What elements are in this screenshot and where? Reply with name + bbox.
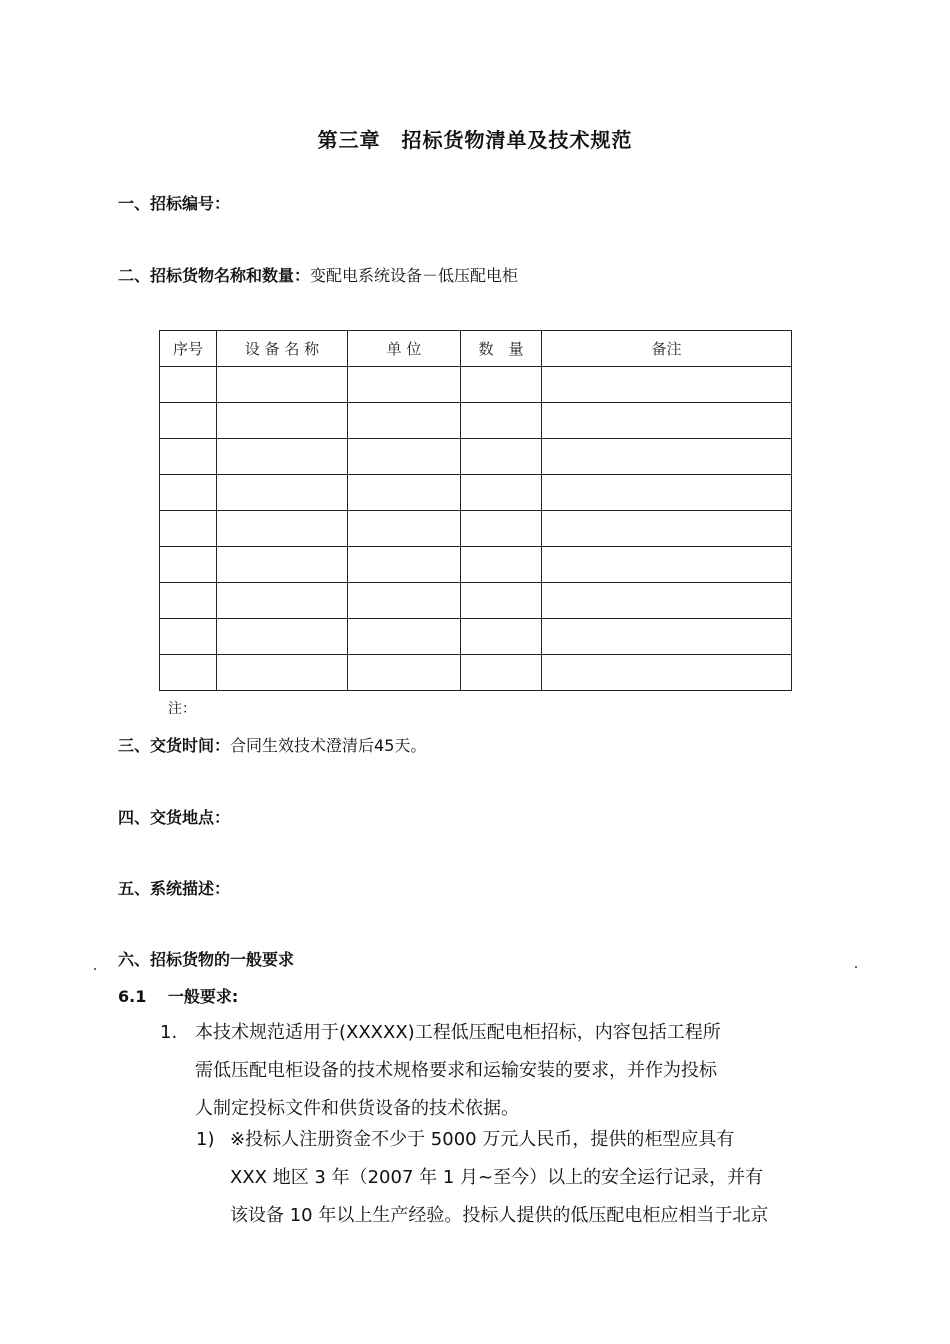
table-cell [461,583,542,619]
item-1-line: 需低压配电柜设备的技术规格要求和运输安装的要求，并作为投标 [195,1060,717,1081]
table-cell [217,367,348,403]
item-1-text [195,1014,721,1128]
table-row [160,403,792,439]
section-delivery-place [118,805,230,828]
table-cell [217,403,348,439]
item-1-1-number: 1) [196,1129,215,1150]
item-1-1-text [230,1121,768,1235]
table-row [160,475,792,511]
table-cell [348,475,461,511]
section-system-description [118,876,230,899]
page-title: 第三章 招标货物清单及技术规范 [317,128,633,152]
table-cell [217,511,348,547]
table-cell [348,619,461,655]
table-cell [542,619,792,655]
table-cell [461,475,542,511]
table-row [160,583,792,619]
table-header-row [160,331,792,367]
table-cell [542,547,792,583]
table-cell [217,475,348,511]
goods-table [159,330,792,691]
table-cell [217,439,348,475]
table-cell [160,655,217,691]
table-cell [461,547,542,583]
table-cell [348,439,461,475]
section-bid-number [118,191,230,214]
table-cell [542,583,792,619]
header-equipment-name: 设 备 名 称 [217,331,348,367]
table-note: 注： [168,701,196,717]
table-cell [348,655,461,691]
table-row [160,655,792,691]
table-cell [542,511,792,547]
item-1-number: 1. [160,1022,178,1043]
subsection-heading: 6.1 一般要求: [118,987,239,1006]
table-cell [160,619,217,655]
section-general-requirements [118,947,294,970]
section-goods-name [118,263,518,286]
table-cell [461,655,542,691]
header-serial: 序号 [160,331,217,367]
table-cell [461,511,542,547]
table-cell [217,655,348,691]
table-cell [217,619,348,655]
table-cell [217,547,348,583]
table-cell [160,367,217,403]
section-delivery-time [118,733,426,756]
header-quantity: 数 量 [461,331,542,367]
margin-mark-right [855,966,857,968]
section-bid-number-label: 一、招标编号： [118,194,231,213]
table-cell [160,475,217,511]
table-row [160,439,792,475]
section-delivery-time-label: 三、交货时间： [118,736,231,755]
section-general-requirements-label: 六、招标货物的一般要求 [118,950,295,969]
table-cell [461,367,542,403]
item-1-1-line: 该设备 10 年以上生产经验。投标人提供的低压配电柜应相当于北京 [230,1205,769,1226]
table-cell [217,583,348,619]
section-delivery-place-label: 四、交货地点： [118,808,231,827]
table-cell [160,547,217,583]
table-cell [542,367,792,403]
section-goods-name-value: 变配电系统设备－低压配电柜 [310,266,519,285]
table-row [160,367,792,403]
section-delivery-time-value: 合同生效技术澄清后45天。 [230,736,427,755]
section-goods-name-label: 二、招标货物名称和数量： [118,266,311,285]
table-row [160,511,792,547]
item-1-1-line: ※投标人注册资金不少于 5000 万元人民币，提供的柜型应具有 [230,1129,735,1150]
table-cell [348,403,461,439]
table-row [160,619,792,655]
table-cell [542,403,792,439]
table-cell [348,583,461,619]
table-cell [348,547,461,583]
item-1-line: 人制定投标文件和供货设备的技术依据。 [195,1098,519,1119]
table-cell [461,439,542,475]
table-cell [160,403,217,439]
margin-mark-left [94,968,96,970]
table-cell [160,511,217,547]
table-cell [542,475,792,511]
item-1-1-line: XXX 地区 3 年（2007 年 1 月~至今）以上的安全运行记录，并有 [230,1167,764,1188]
table-body [160,367,792,691]
table-cell [542,655,792,691]
table-cell [348,511,461,547]
header-unit: 单 位 [348,331,461,367]
table-cell [348,367,461,403]
table-cell [461,619,542,655]
table-cell [542,439,792,475]
table-cell [160,583,217,619]
section-system-description-label: 五、系统描述： [118,879,231,898]
header-remarks: 备注 [542,331,792,367]
item-1-line: 本技术规范适用于(XXXXX)工程低压配电柜招标，内容包括工程所 [195,1022,721,1043]
table-cell [160,439,217,475]
table-row [160,547,792,583]
table-cell [461,403,542,439]
